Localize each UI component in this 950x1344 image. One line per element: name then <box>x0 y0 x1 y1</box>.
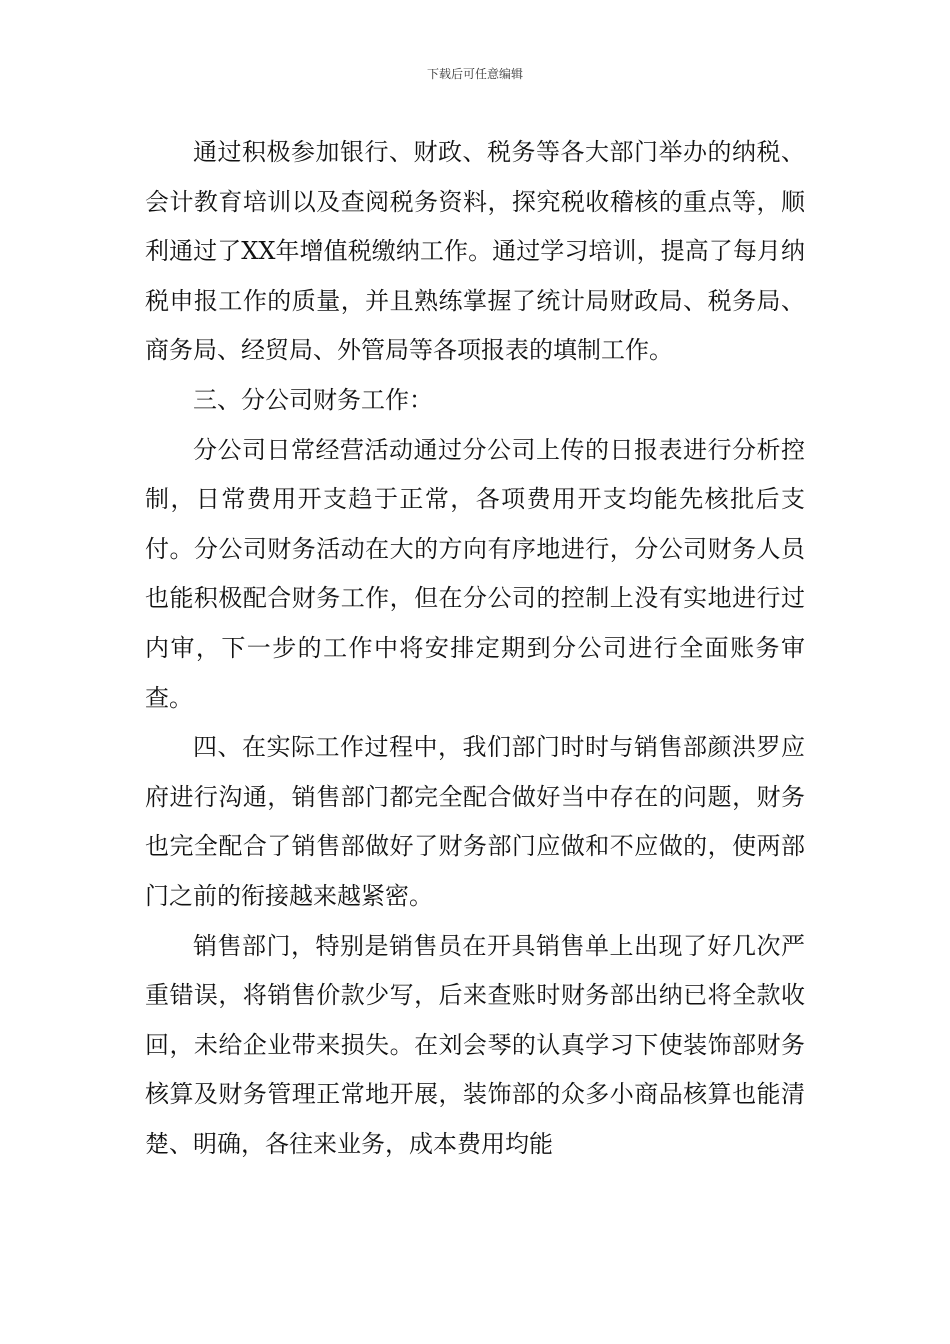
paragraph-branch-finance: 分公司日常经营活动通过分公司上传的日报表进行分析控制，日常费用开支趋于正常，各项费用开支均能先核批后支付。分公司财务活动在大的方向有序地进行，分公司财务人员也能积极配合财务工作，但在分公司的控制上没有实地进行过内审，下一步的工作中将安排定期到分公司进行全面账务审查。 <box>145 435 805 712</box>
section-heading-branch-finance: 三、分公司财务工作： <box>193 385 433 414</box>
paragraph-tax-training: 通过积极参加银行、财政、税务等各大部门举办的纳税、会计教育培训以及查阅税务资料，探究税收稽核的重点等，顺利通过了XX年增值税缴纳工作。通过学习培训，提高了每月纳税申报工作的质量，并且熟练掌握了统计局财政局、税务局、商务局、经贸局、外管局等各项报表的填制工作。 <box>145 138 805 365</box>
page-header-note: 下载后可任意编辑 <box>426 67 523 81</box>
document-body <box>145 128 805 1169</box>
paragraph-sales-coordination: 四、在实际工作过程中，我们部门时时与销售部颜洪罗应府进行沟通，销售部门都完全配合做好当中存在的问题，财务也完全配合了销售部做好了财务部门应做和不应做的，使两部门之前的衔接越来越紧密。 <box>145 733 805 910</box>
paragraph-sales-errors: 销售部门，特别是销售员在开具销售单上出现了好几次严重错误，将销售价款少写，后来查账时财务部出纳已将全款收回，未给企业带来损失。在刘会琴的认真学习下使装饰部财务核算及财务管理正常地开展，装饰部的众多小商品核算也能清楚、明确，各往来业务，成本费用均能 <box>145 931 805 1158</box>
